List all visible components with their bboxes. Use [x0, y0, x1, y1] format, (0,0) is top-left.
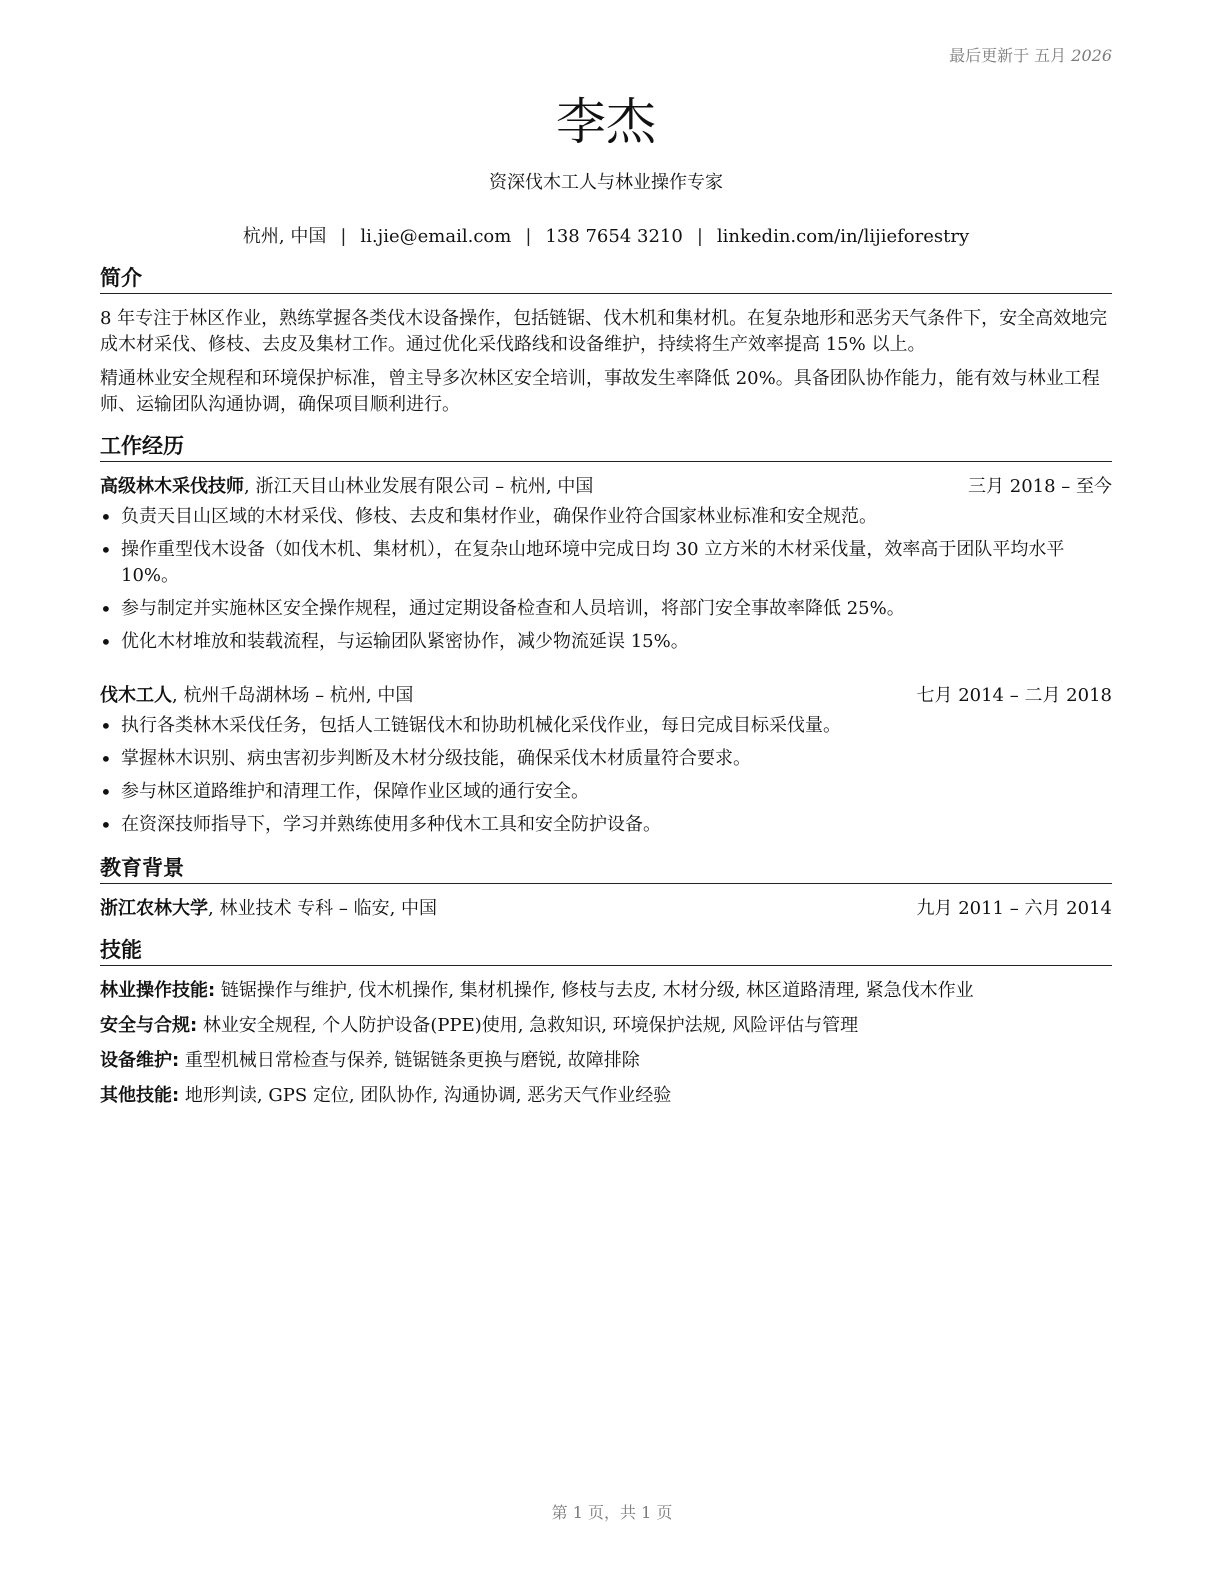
- contact-separator: |: [340, 226, 347, 247]
- contact-separator: |: [696, 226, 703, 247]
- skills-heading: 技能: [100, 936, 1112, 966]
- job-title-line: [100, 683, 413, 709]
- list-item: • 掌握林木识别、病虫害初步判断及木材分级技能，确保采伐木材质量符合要求。: [100, 746, 1112, 772]
- candidate-headline: 资深伐木工人与林业操作专家: [489, 172, 723, 193]
- skill-label: 安全与合规:: [100, 1015, 198, 1036]
- summary-paragraph: 精通林业安全规程和环境保护标准，曾主导多次林区安全培训，事故发生率降低 20%。具备团队协作能力，能有效与林业工程师、运输团队沟通协调，确保项目顺利进行。: [100, 368, 1100, 415]
- contact-email[interactable]: li.jie@email.com: [360, 226, 512, 247]
- job-header: [100, 683, 1112, 709]
- job-role: 高级林木采伐技师: [100, 476, 244, 497]
- job-bullets: [100, 504, 1112, 655]
- skill-label: 设备维护:: [100, 1050, 180, 1071]
- education-entry: [100, 896, 1112, 922]
- job-entry: [100, 474, 1112, 655]
- job-org: , 浙江天目山林业发展有限公司 – 杭州, 中国: [244, 476, 594, 497]
- job-dates: 三月 2018 – 至今: [968, 476, 1112, 497]
- list-item: • 参与林区道路维护和清理工作，保障作业区域的通行安全。: [100, 779, 1112, 805]
- job-entry: [100, 683, 1112, 838]
- list-item: • 负责天目山区域的木材采伐、修枝、去皮和集材作业，确保作业符合国家林业标准和安全规范。: [100, 504, 1112, 530]
- summary-heading: 简介: [100, 264, 1112, 294]
- skill-row: [100, 978, 1112, 1004]
- education-heading: 教育背景: [100, 854, 1112, 884]
- skill-value: 重型机械日常检查与保养, 链锯链条更换与磨锐, 故障排除: [179, 1050, 640, 1071]
- skill-label: 其他技能:: [100, 1085, 180, 1106]
- skill-label: 林业操作技能:: [100, 980, 216, 1001]
- contact-phone: 138 7654 3210: [545, 226, 683, 247]
- skill-value: 链锯操作与维护, 伐木机操作, 集材机操作, 修枝与去皮, 木材分级, 林区道路清理, 紧急伐木作业: [215, 980, 974, 1001]
- page-number: 第 1 页，共 1 页: [551, 1503, 673, 1522]
- skill-row: [100, 1083, 1112, 1109]
- contact-separator: |: [525, 226, 532, 247]
- education-dates: 九月 2011 – 六月 2014: [916, 898, 1112, 919]
- skill-row: [100, 1013, 1112, 1039]
- experience-heading: 工作经历: [100, 432, 1112, 462]
- summary-paragraph: 8 年专注于林区作业，熟练掌握各类伐木设备操作，包括链锯、伐木机和集材机。在复杂地形和恶劣天气条件下，安全高效地完成木材采伐、修枝、去皮及集材工作。通过优化采伐路线和设备维护，持续将生产效率提高 15% 以上。: [100, 308, 1108, 355]
- list-item: • 参与制定并实施林区安全操作规程，通过定期设备检查和人员培训，将部门安全事故率降低 25%。: [100, 596, 1112, 622]
- job-org: , 杭州千岛湖林场 – 杭州, 中国: [172, 685, 414, 706]
- resume-page: [100, 40, 1112, 1118]
- education-detail: , 林业技术 专科 – 临安, 中国: [208, 898, 438, 919]
- contact-linkedin[interactable]: linkedin.com/in/lijieforestry: [716, 226, 970, 247]
- contact-location: 杭州, 中国: [242, 226, 327, 247]
- list-item: • 优化木材堆放和装载流程，与运输团队紧密协作，减少物流延误 15%。: [100, 629, 1112, 655]
- last-updated-year: 2026: [1071, 46, 1112, 65]
- list-item: • 执行各类林木采伐任务，包括人工链锯伐木和协助机械化采伐作业，每日完成目标采伐量。: [100, 713, 1112, 739]
- education-school: 浙江农林大学: [100, 898, 208, 919]
- contact-line: [100, 224, 1112, 250]
- skill-row: [100, 1048, 1112, 1074]
- last-updated-label: 最后更新于 五月: [949, 46, 1072, 65]
- skill-value: 地形判读, GPS 定位, 团队协作, 沟通协调, 恶劣天气作业经验: [179, 1085, 672, 1106]
- list-item: • 操作重型伐木设备（如伐木机、集材机），在复杂山地环境中完成日均 30 立方米的木材采伐量，效率高于团队平均水平 10%。: [100, 537, 1112, 589]
- list-item: • 在资深技师指导下，学习并熟练使用多种伐木工具和安全防护设备。: [100, 812, 1112, 838]
- skill-value: 林业安全规程, 个人防护设备(PPE)使用, 急救知识, 环境保护法规, 风险评估与管理: [197, 1015, 859, 1036]
- last-updated: [100, 40, 1112, 72]
- job-dates: 七月 2014 – 二月 2018: [916, 685, 1112, 706]
- candidate-name: 李杰: [556, 93, 656, 151]
- job-title-line: [100, 474, 593, 500]
- job-role: 伐木工人: [100, 685, 172, 706]
- education-title-line: [100, 896, 437, 922]
- job-header: [100, 474, 1112, 500]
- job-bullets: [100, 713, 1112, 838]
